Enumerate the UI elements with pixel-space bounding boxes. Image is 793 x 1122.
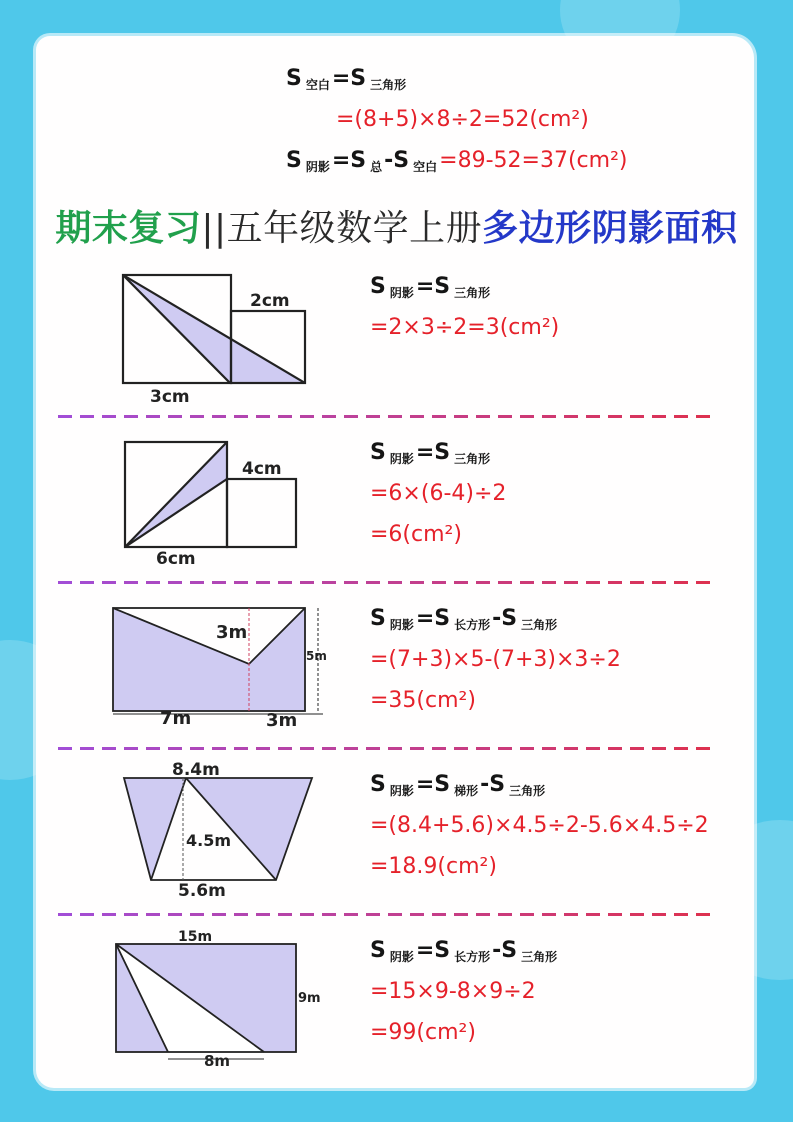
step-4-2: =18.9(cm²) (370, 854, 497, 879)
dash-segment (410, 747, 424, 750)
subscript: 长方形 (454, 950, 491, 964)
subscript: 三角形 (521, 618, 558, 632)
dash-segment (696, 415, 710, 418)
label-4-5m: 4.5m (186, 831, 232, 850)
dash-segment (234, 581, 248, 584)
dash-segment (410, 913, 424, 916)
dash-segment (652, 581, 666, 584)
subscript: 阴影 (389, 452, 414, 466)
dash-segment (388, 581, 402, 584)
dash-segment (102, 415, 116, 418)
shaded-left (124, 778, 186, 880)
dash-segment (476, 913, 490, 916)
dash-segment (542, 913, 556, 916)
dash-segment (630, 913, 644, 916)
dash-segment (322, 581, 336, 584)
subscript: 三角形 (370, 78, 407, 92)
dash-segment (454, 581, 468, 584)
dash-segment (520, 747, 534, 750)
dash-segment (652, 747, 666, 750)
dash-segment (366, 415, 380, 418)
dash-segment (344, 747, 358, 750)
divider (58, 415, 726, 418)
diagonal (125, 479, 227, 547)
dash-segment (102, 747, 116, 750)
dash-segment (476, 415, 490, 418)
dash-segment (498, 581, 512, 584)
dash-segment (454, 747, 468, 750)
dash-segment (80, 415, 94, 418)
dash-segment (564, 581, 578, 584)
dash-segment (102, 913, 116, 916)
equals-s: =S (331, 66, 367, 91)
dash-segment (696, 581, 710, 584)
dash-segment (58, 913, 72, 916)
formula-2 (370, 440, 492, 468)
dash-segment (608, 581, 622, 584)
dash-segment (168, 747, 182, 750)
label-5-6m: 5.6m (178, 881, 226, 900)
top-line-1 (286, 66, 408, 94)
step-4-1: =(8.4+5.6)×4.5÷2-5.6×4.5÷2 (370, 813, 709, 838)
step-3-1: =(7+3)×5-(7+3)×3÷2 (370, 647, 621, 672)
dash-segment (652, 913, 666, 916)
dash-segment (124, 913, 138, 916)
dash-segment (124, 581, 138, 584)
dash-segment (630, 415, 644, 418)
dash-segment (564, 747, 578, 750)
dash-segment (80, 913, 94, 916)
dash-segment (366, 581, 380, 584)
dash-segment (300, 913, 314, 916)
subscript: 空白 (305, 78, 330, 92)
subscript: 阴影 (389, 950, 414, 964)
dash-segment (58, 747, 72, 750)
dash-segment (498, 415, 512, 418)
dash-segment (520, 415, 534, 418)
page-title (0, 200, 793, 251)
divider (58, 747, 726, 750)
dash-segment (608, 415, 622, 418)
dash-segment (410, 581, 424, 584)
title-part-topic: 多边形阴影面积 (482, 208, 738, 249)
step-3-2: =35(cm²) (370, 688, 476, 713)
dash-segment (498, 747, 512, 750)
square-small (227, 479, 296, 547)
dash-segment (344, 415, 358, 418)
dash-segment (542, 581, 556, 584)
dash-segment (212, 913, 226, 916)
dash-segment (586, 913, 600, 916)
dash-segment (168, 415, 182, 418)
dash-segment (80, 581, 94, 584)
dash-segment (234, 747, 248, 750)
dash-segment (300, 581, 314, 584)
figure-4 (116, 760, 326, 900)
dash-segment (586, 581, 600, 584)
formula-3 (370, 606, 559, 634)
dash-segment (212, 747, 226, 750)
figure-5 (110, 926, 330, 1076)
title-part-grade: 五年级数学上册 (226, 208, 483, 249)
dash-segment (696, 747, 710, 750)
subscript: 三角形 (509, 784, 546, 798)
dash-segment (674, 913, 688, 916)
dash-segment (652, 415, 666, 418)
label-8-4m: 8.4m (172, 760, 220, 780)
dash-segment (564, 913, 578, 916)
dash-segment (146, 415, 160, 418)
subscript: 阴影 (389, 618, 414, 632)
equals-s: =S (331, 148, 367, 173)
divider (58, 581, 726, 584)
equals-s: =S (415, 274, 451, 299)
dash-segment (432, 581, 446, 584)
dash-segment (674, 747, 688, 750)
label-6cm: 6cm (156, 549, 196, 569)
equals-s: =S (415, 772, 451, 797)
symbol-s: S (370, 274, 386, 299)
subscript: 梯形 (454, 784, 479, 798)
dash-segment (256, 415, 270, 418)
subscript: 阴影 (389, 286, 414, 300)
label-4cm: 4cm (242, 459, 282, 479)
top-line-3 (286, 148, 627, 176)
title-separator: || (201, 208, 227, 249)
subscript: 三角形 (454, 452, 491, 466)
label-9m: 9m (298, 991, 321, 1006)
dash-segment (366, 913, 380, 916)
dash-segment (366, 747, 380, 750)
dash-segment (542, 747, 556, 750)
symbol-s: S (286, 66, 302, 91)
dash-segment (388, 913, 402, 916)
dash-segment (410, 415, 424, 418)
dash-segment (564, 415, 578, 418)
dash-segment (168, 581, 182, 584)
dash-segment (520, 913, 534, 916)
dash-segment (190, 913, 204, 916)
dash-segment (102, 581, 116, 584)
dash-segment (476, 747, 490, 750)
symbol-s: S (370, 772, 386, 797)
dash-segment (278, 913, 292, 916)
label-3m-base: 3m (266, 710, 298, 730)
dash-segment (256, 913, 270, 916)
dash-segment (498, 913, 512, 916)
equals-s: =S (415, 938, 451, 963)
dash-segment (300, 747, 314, 750)
dash-segment (234, 415, 248, 418)
formula-5 (370, 938, 559, 966)
dash-segment (278, 415, 292, 418)
title-part-review: 期末复习 (55, 208, 202, 249)
dash-segment (608, 913, 622, 916)
subscript: 三角形 (521, 950, 558, 964)
dash-segment (190, 415, 204, 418)
step-1-1: =2×3÷2=3(cm²) (370, 315, 560, 340)
subscript: 长方形 (454, 618, 491, 632)
subscript: 三角形 (454, 286, 491, 300)
dash-segment (674, 581, 688, 584)
dash-segment (58, 581, 72, 584)
dash-segment (190, 747, 204, 750)
dash-segment (322, 747, 336, 750)
dash-segment (388, 415, 402, 418)
dash-segment (344, 581, 358, 584)
divider (58, 913, 726, 916)
formula-4 (370, 772, 547, 800)
dash-segment (58, 415, 72, 418)
subscript: 空白 (413, 160, 438, 174)
dash-segment (608, 747, 622, 750)
minus-s: -S (480, 772, 506, 797)
dash-segment (586, 747, 600, 750)
step-2-2: =6(cm²) (370, 522, 462, 547)
dash-segment (278, 581, 292, 584)
dash-segment (146, 747, 160, 750)
symbol-s: S (370, 606, 386, 631)
dash-segment (322, 913, 336, 916)
step-2-1: =6×(6-4)÷2 (370, 481, 507, 506)
label-2cm: 2cm (250, 291, 290, 311)
calculation: =89-52=37(cm²) (439, 148, 628, 173)
subscript: 总 (370, 160, 383, 174)
label-3cm: 3cm (150, 387, 190, 406)
symbol-s: S (286, 148, 302, 173)
dash-segment (520, 581, 534, 584)
dash-segment (432, 913, 446, 916)
dash-segment (256, 747, 270, 750)
subscript: 阴影 (389, 784, 414, 798)
dash-segment (124, 747, 138, 750)
dash-segment (190, 581, 204, 584)
dash-segment (586, 415, 600, 418)
dash-segment (146, 581, 160, 584)
dash-segment (432, 747, 446, 750)
dash-segment (212, 581, 226, 584)
label-7m: 7m (160, 708, 192, 729)
dash-segment (278, 747, 292, 750)
label-5m: 5m (306, 649, 327, 663)
shaded-region (113, 608, 305, 711)
dash-segment (696, 913, 710, 916)
dash-segment (542, 415, 556, 418)
minus-s: -S (384, 148, 410, 173)
minus-s: -S (492, 938, 518, 963)
dash-segment (124, 415, 138, 418)
label-8m: 8m (204, 1052, 231, 1070)
dash-segment (454, 913, 468, 916)
step-5-1: =15×9-8×9÷2 (370, 979, 536, 1004)
dash-segment (256, 581, 270, 584)
minus-s: -S (492, 606, 518, 631)
dash-segment (300, 415, 314, 418)
dash-segment (80, 747, 94, 750)
dash-segment (168, 913, 182, 916)
symbol-s: S (370, 938, 386, 963)
label-3m-height: 3m (216, 622, 248, 643)
dash-segment (476, 581, 490, 584)
diagonal (125, 442, 227, 547)
figure-1 (110, 266, 320, 406)
step-5-2: =99(cm²) (370, 1020, 476, 1045)
subscript: 阴影 (305, 160, 330, 174)
dash-segment (674, 415, 688, 418)
dash-segment (322, 415, 336, 418)
dash-segment (344, 913, 358, 916)
symbol-s: S (370, 440, 386, 465)
label-15m: 15m (178, 929, 213, 945)
dash-segment (630, 581, 644, 584)
formula-1 (370, 274, 492, 302)
equals-s: =S (415, 440, 451, 465)
dash-segment (630, 747, 644, 750)
dash-segment (212, 415, 226, 418)
dash-segment (432, 415, 446, 418)
figure-2 (116, 436, 306, 570)
dash-segment (234, 913, 248, 916)
dash-segment (388, 747, 402, 750)
top-line-2: =(8+5)×8÷2=52(cm²) (336, 107, 589, 132)
equals-s: =S (415, 606, 451, 631)
dash-segment (454, 415, 468, 418)
figure-3 (108, 600, 338, 730)
dash-segment (146, 913, 160, 916)
